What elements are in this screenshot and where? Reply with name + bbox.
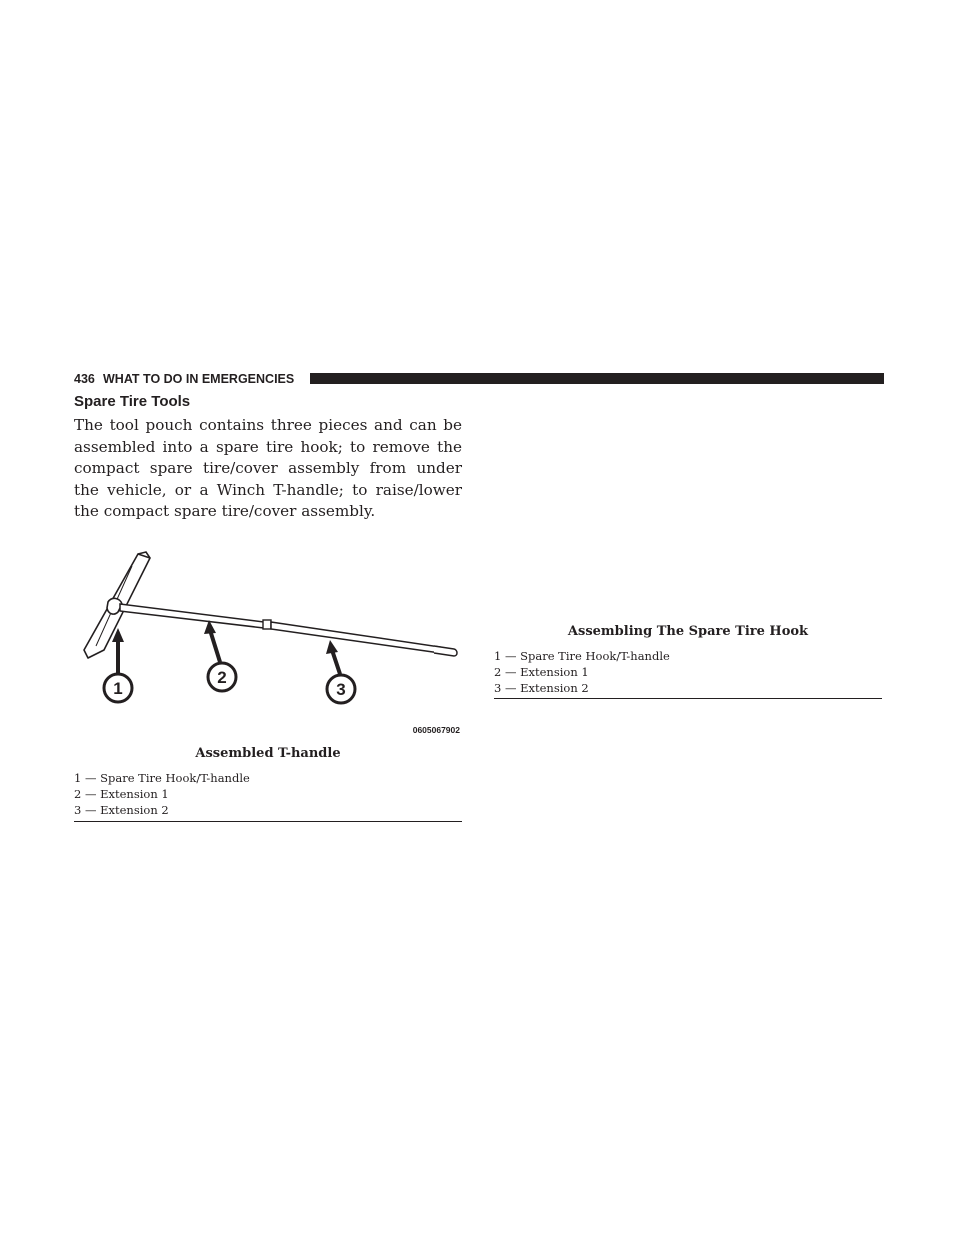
- figure-2-caption: Assembling The Spare Tire Hook: [567, 624, 809, 639]
- page-title: Spare Tire Tools: [74, 393, 191, 410]
- figure-code: 0605067902: [412, 725, 460, 735]
- intro-paragraph: The tool pouch contains three pieces and can be assembled into a spare tire hook; to remove the compact spare tire/cover assembly from under the vehicle, or a Winch T-handle; to raise/lower the compact spare tire/cover assembly.: [74, 416, 462, 521]
- legend-item: 2 — Extension 1: [494, 664, 589, 679]
- callout-2-label: 2: [217, 668, 227, 687]
- figure-1-rule: [74, 821, 462, 822]
- legend-item: 3 — Extension 2: [494, 680, 589, 695]
- figure-2-legend: [494, 649, 882, 696]
- callout-2-arrow: [210, 630, 220, 662]
- t-handle-drawing: [74, 546, 462, 740]
- header-bar: [310, 373, 884, 384]
- callout-3-label: 3: [336, 680, 346, 699]
- figure-1-caption: Assembled T-handle: [195, 746, 341, 761]
- extension-2-rod: [271, 622, 440, 653]
- callout-1-label: 1: [113, 679, 123, 698]
- t-handle-illustration: [74, 546, 462, 740]
- legend-item: 3 — Extension 2: [74, 802, 169, 817]
- rod-joint: [263, 620, 271, 629]
- legend-item: 1 — Spare Tire Hook/T-handle: [494, 649, 670, 663]
- extension-1-rod: [120, 604, 264, 628]
- callout-3-arrow: [332, 650, 340, 674]
- legend-item: 2 — Extension 1: [74, 786, 169, 801]
- section-title: WHAT TO DO IN EMERGENCIES: [103, 372, 295, 386]
- legend-item: 1 — Spare Tire Hook/T-handle: [74, 771, 250, 785]
- page-number: 436: [74, 372, 95, 386]
- page-header: [74, 371, 884, 387]
- figure-2-rule: [494, 698, 882, 699]
- figure-1-legend: [74, 771, 462, 818]
